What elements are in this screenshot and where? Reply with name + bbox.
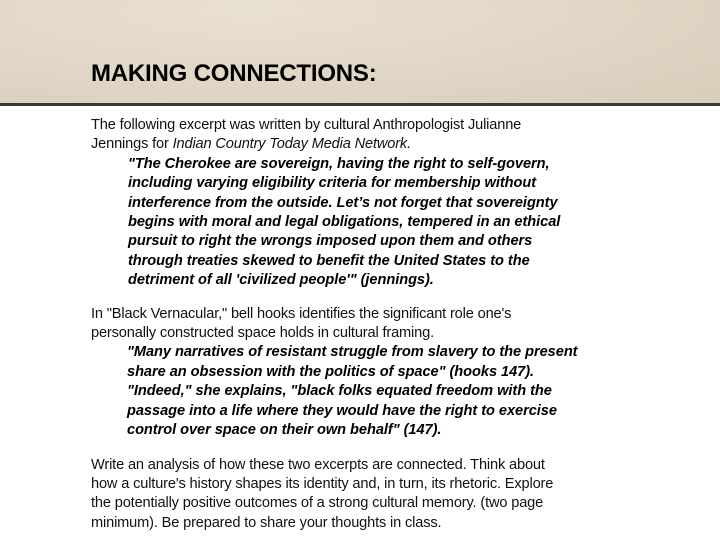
quote-line: detriment of all 'civilized people'" (jennings). — [128, 272, 434, 289]
hooks-quote — [127, 343, 651, 440]
spacer — [91, 441, 651, 456]
title-banner — [0, 0, 720, 103]
publication-name: Indian Country Today Media Network. — [172, 136, 411, 153]
quote-line: "Many narratives of resistant struggle from slavery to the present — [127, 344, 578, 361]
jennings-intro — [91, 116, 651, 155]
quote-line: "The Cherokee are sovereign, having the right to self-govern, — [128, 155, 550, 172]
quote-line: pursuit to right the wrongs imposed upon them and others — [128, 233, 533, 250]
quote-line: including varying eligibility criteria for membership without — [128, 175, 537, 192]
slide-body — [91, 116, 651, 533]
hooks-intro — [91, 305, 651, 344]
quote-line: "Indeed," she explains, "black folks equated freedom with the — [127, 383, 552, 400]
quote-line: begins with moral and legal obligations, tempered in an ethical — [128, 214, 561, 231]
header-divider — [0, 103, 720, 106]
assignment-prompt — [91, 456, 651, 534]
intro-line: In "Black Vernacular," bell hooks identifies the significant role one's — [91, 305, 512, 322]
quote-line: control over space on their own behalf" (147). — [127, 422, 442, 439]
prompt-line: minimum). Be prepared to share your thoughts in class. — [91, 514, 442, 531]
quote-line: interference from the outside. Let’s not forget that sovereignty — [128, 194, 558, 211]
quote-line: passage into a life where they would have the right to exercise — [127, 402, 557, 419]
intro-line: The following excerpt was written by cultural Anthropologist Julianne — [91, 117, 522, 133]
prompt-line: the potentially positive outcomes of a strong cultural memory. (two page — [91, 495, 544, 512]
intro-text: Jennings for — [91, 136, 173, 153]
quote-line: share an obsession with the politics of space" (hooks 147). — [127, 363, 535, 380]
intro-line — [91, 135, 651, 154]
spacer — [91, 291, 651, 305]
prompt-line: how a culture's history shapes its identity and, in turn, its rhetoric. Explore — [91, 475, 554, 492]
quote-line: through treaties skewed to benefit the United States to the — [128, 252, 530, 269]
prompt-line: Write an analysis of how these two excerpts are connected. Think about — [91, 456, 545, 473]
intro-line: personally constructed space holds in cultural framing. — [91, 325, 434, 342]
jennings-quote — [128, 155, 651, 291]
slide-title: MAKING CONNECTIONS: — [91, 60, 377, 87]
